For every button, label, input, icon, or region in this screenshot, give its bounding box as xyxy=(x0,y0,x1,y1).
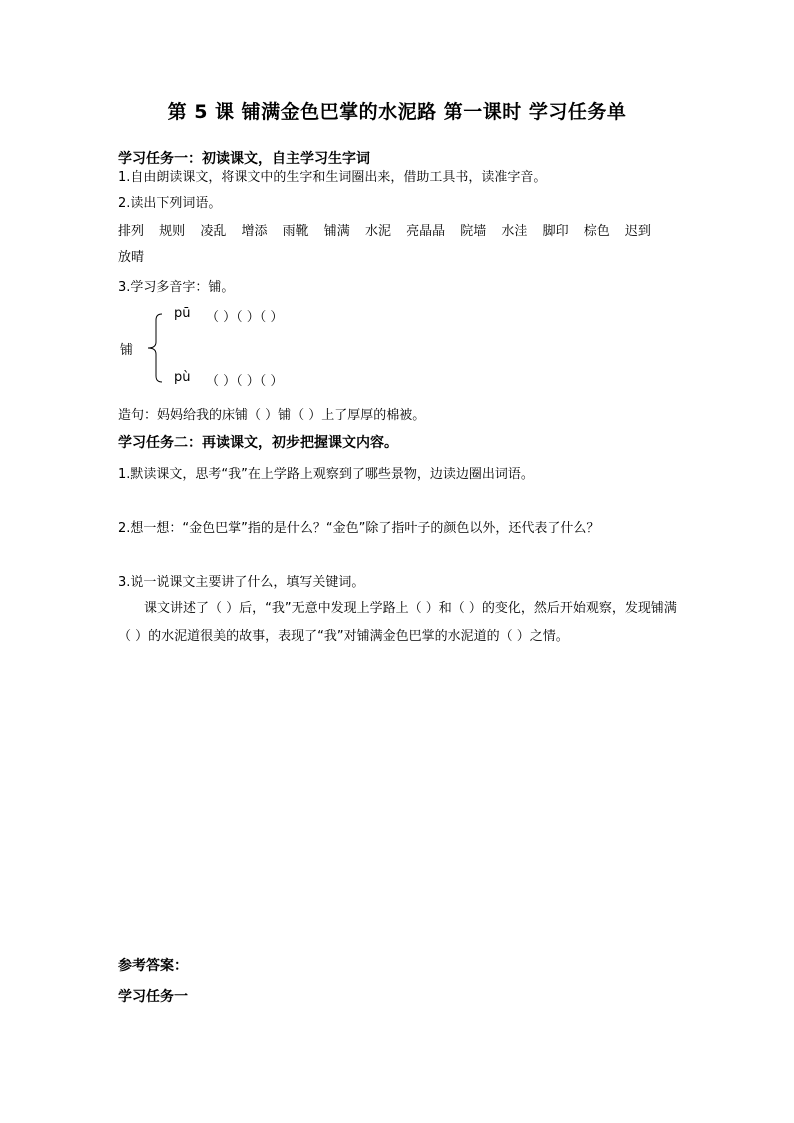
word: 院墙 xyxy=(460,224,487,239)
summary-text: 课文讲述了（ ）后，“我”无意中发现上学路上（ ）和（ ）的变化，然后开始观察，发现铺满（ ）的水泥道很美的故事，表现了“我”对铺满金色巴掌的水泥道的（ ）之情。 xyxy=(118,601,677,644)
poly-char: 铺 xyxy=(120,343,134,358)
pron-pu1: pū xyxy=(174,306,191,321)
pron-pu4: pù xyxy=(174,370,191,385)
page-title: 第 5 课 铺满金色巴掌的水泥路 第一课时 学习任务单 xyxy=(167,101,627,123)
task2-item1: 1.默读课文，思考“我”在上学路上观察到了哪些景物，边读边圈出词语。 xyxy=(118,467,534,482)
word: 亮晶晶 xyxy=(406,224,446,239)
word: 雨靴 xyxy=(282,224,309,239)
pron-pu1-blanks: （ ）（ ）（ ） xyxy=(206,310,284,325)
answers-subheading: 学习任务一 xyxy=(118,989,188,1005)
word-list xyxy=(118,219,678,271)
brace-icon xyxy=(140,310,164,386)
task1-heading: 学习任务一：初读课文，自主学习生字词 xyxy=(118,151,370,167)
task2-item3: 3.说一说课文主要讲了什么，填写关键词。 xyxy=(118,575,365,590)
word: 水洼 xyxy=(501,224,528,239)
word: 铺满 xyxy=(323,224,350,239)
task2-item2: 2.想一想：“金色巴掌”指的是什么？“金色”除了指叶子的颜色以外，还代表了什么？ xyxy=(118,521,600,536)
task2-heading: 学习任务二：再读课文，初步把握课文内容。 xyxy=(118,435,398,451)
task1-item1: 1.自由朗读课文，将课文中的生字和生词圈出来，借助工具书，读准字音。 xyxy=(118,170,547,185)
word: 棕色 xyxy=(583,224,610,239)
task1-item2: 2.读出下列词语。 xyxy=(118,196,222,211)
word: 放晴 xyxy=(118,250,145,265)
word: 水泥 xyxy=(364,224,391,239)
answers-heading: 参考答案： xyxy=(118,958,188,974)
word: 规则 xyxy=(159,224,186,239)
word: 脚印 xyxy=(542,224,569,239)
pron-pu4-blanks: （ ）（ ）（ ） xyxy=(206,374,284,389)
task1-item3: 3.学习多音字：铺。 xyxy=(118,280,235,295)
summary-paragraph xyxy=(118,595,678,651)
sentence-exercise: 造句：妈妈给我的床铺（ ）铺（ ）上了厚厚的棉被。 xyxy=(118,408,426,423)
word: 凌乱 xyxy=(200,224,227,239)
word: 增添 xyxy=(241,224,268,239)
word: 排列 xyxy=(118,224,145,239)
word: 迟到 xyxy=(624,224,651,239)
